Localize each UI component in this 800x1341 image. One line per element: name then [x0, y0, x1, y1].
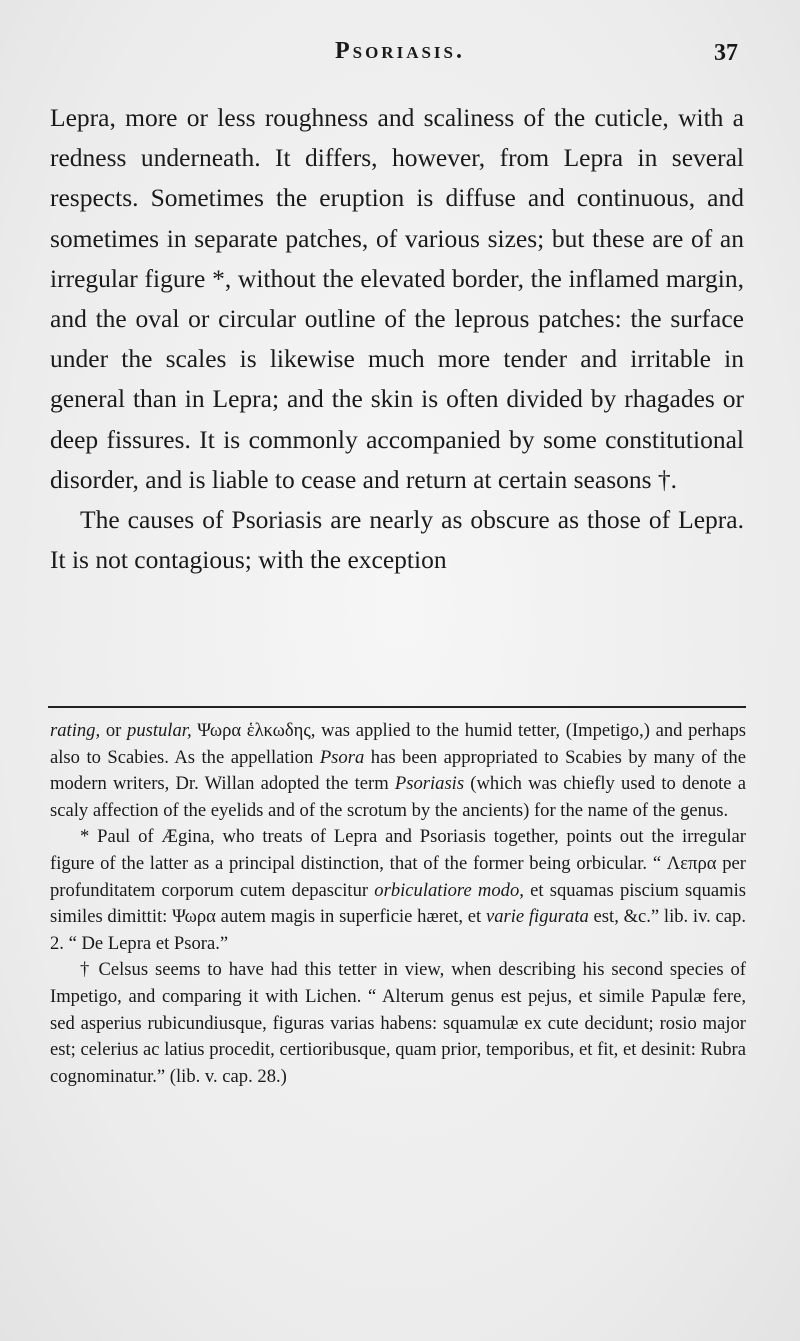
- body-paragraph: Lepra, more or less roughness and scaliness of the cuticle, with a redness underneath. It differs, however, from Lepra in several respects. Sometimes the eruption is diffuse and continuous, and sometimes in separate patches, of various sizes; but these are of an irregular figure *, without the elevated border, the inflamed margin, and the oval or circular outline of the leprous patches: the surface under the scales is likewise much more tender and irritable in general than in Lepra; and the skin is often divided by rhagades or deep fissures. It is commonly accompanied by some constitutional disorder, and is liable to cease and return at certain seasons †.: [50, 103, 744, 494]
- footnote-italic: Psora: [319, 746, 365, 768]
- footnotes: [50, 718, 746, 1090]
- footnote-italic: pustular,: [127, 720, 192, 741]
- running-title: Psoriasis.: [334, 38, 466, 64]
- footnote-italic: varie figurata: [485, 906, 589, 928]
- footnote-rule: [48, 706, 746, 708]
- main-text: [50, 98, 744, 580]
- footnote-text: Ψωρα ἑλκωδης, was applied to the humid tetter, (Impetigo,) and perhaps also to Scabies. As the appellation: [50, 720, 746, 768]
- footnote-text: * Paul of Ægina, who treats of Lepra and Psoriasis together, points out the irregular figure of the latter as a principal distinction, that of the former being orbicular. “ Λεπρα per profunditatem corporum cutem depascitur: [50, 826, 746, 901]
- footnote-text: or: [100, 720, 128, 741]
- footnote-text: est, &c.” lib. iv. cap. 2. “ De Lepra et Psora.”: [50, 906, 747, 954]
- footnote-text: (which was chiefly used to denote a scaly affection of the eyelids and of the scrotum by the ancients) for the name of the genus.: [50, 773, 746, 821]
- body-paragraph: The causes of Psoriasis are nearly as obscure as those of Lepra. It is not contagious; with the exception: [50, 505, 744, 575]
- footnote-italic: orbiculatiore modo,: [374, 879, 524, 901]
- footnote-dagger: † Celsus seems to have had this tetter in view, when describing his second species of Impetigo, and comparing it with Lichen. “ Alterum genus est pejus, et simile Papulæ fere, sed asperius rubicundiusque, figuras varias habens: squamulæ ex cute decidunt; rosio major est; celerius ac latius procedit, certioribusque, quam prior, temporibus, et fit, et desinit: Rubra cognominatur.” (lib. v. cap. 28.): [50, 959, 746, 1087]
- footnote-text: has been appropriated to Scabies by many of the modern writers, Dr. Willan adopted the term: [50, 746, 746, 795]
- footnote-text: et squamas piscium squamis similes dimittit: Ψωρα autem magis in superficie hæret, et: [50, 879, 746, 928]
- footnote-italic: rating,: [50, 720, 101, 741]
- footnote-continuation: [50, 718, 746, 824]
- page-number: 37: [714, 40, 738, 66]
- footnote-star: [50, 824, 746, 957]
- footnote-italic: Psoriasis: [394, 773, 465, 795]
- running-head: [0, 38, 800, 78]
